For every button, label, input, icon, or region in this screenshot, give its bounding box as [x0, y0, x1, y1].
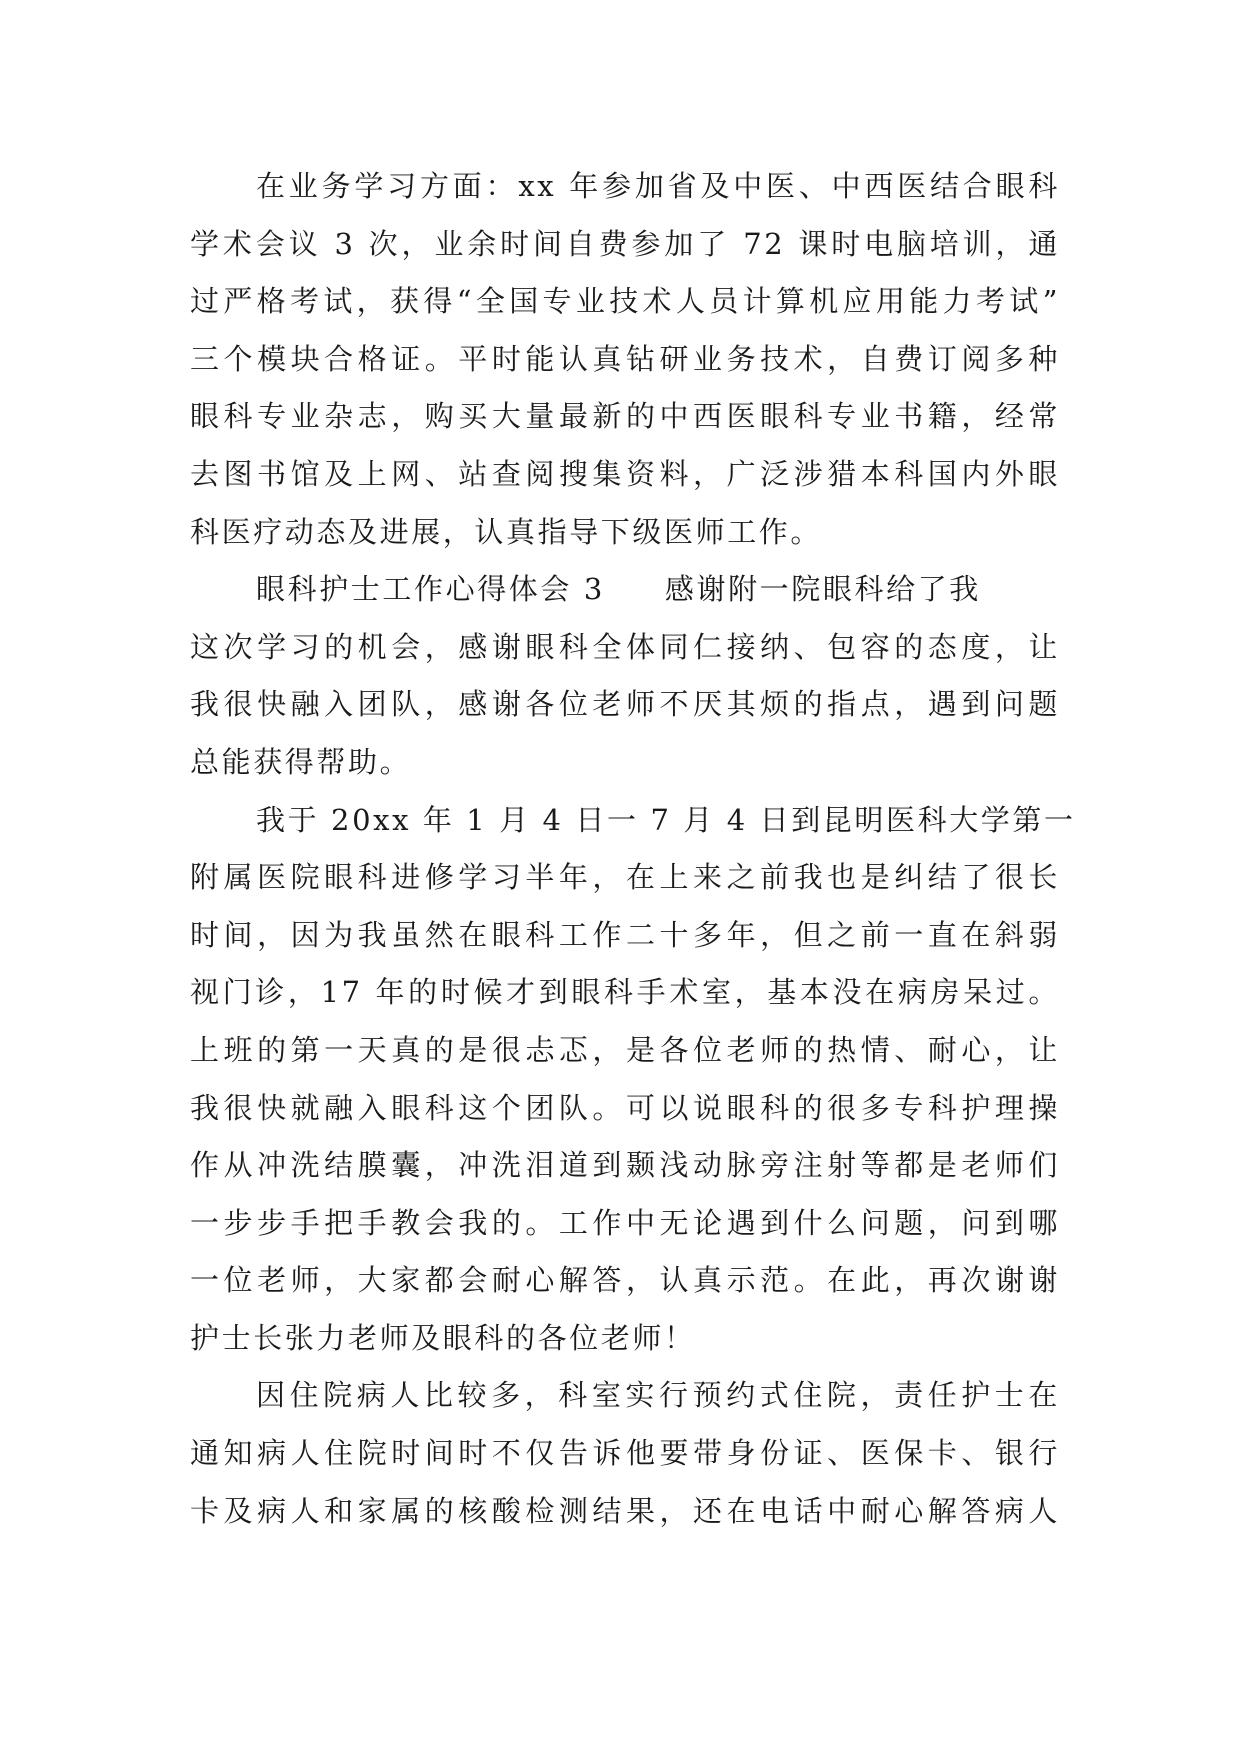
paragraph-text: 感谢附一院眼科给了我 — [664, 572, 981, 607]
paragraph-line: 三个模块合格证。平时能认真钻研业务技术，自费订阅多种 — [190, 341, 1060, 376]
paragraph-line: 视门诊，17 年的时候才到眼科手术室，基本没在病房呆过。 — [190, 975, 1060, 1010]
paragraph-line: 因住院病人比较多，科室实行预约式住院，责任护士在 — [256, 1378, 1060, 1413]
paragraph-line: 科医疗动态及进展，认真指导下级医师工作。 — [190, 514, 823, 549]
paragraph-line: 作从冲洗结膜囊，冲洗泪道到颞浅动脉旁注射等都是老师们 — [190, 1148, 1060, 1183]
paragraph-line: 附属医院眼科进修学习半年，在上来之前我也是纠结了很长 — [190, 860, 1060, 895]
paragraph-line: 通知病人住院时间时不仅告诉他要带身份证、医保卡、银行 — [190, 1436, 1060, 1471]
paragraph-line: 我于 20xx 年 1 月 4 日一 7 月 4 日到昆明医科大学第一 — [256, 802, 1076, 837]
paragraph-line: 我很快融入团队，感谢各位老师不厌其烦的指点，遇到问题 — [190, 687, 1060, 722]
paragraph-line: 卡及病人和家属的核酸检测结果，还在电话中耐心解答病人 — [190, 1493, 1060, 1528]
paragraph-line: 去图书馆及上网、站查阅搜集资料，广泛涉猎本科国内外眼 — [190, 456, 1060, 491]
heading-line — [190, 561, 1060, 619]
paragraph-line: 护士长张力老师及眼科的各位老师！ — [190, 1320, 696, 1355]
paragraph-line: 过严格考试，获得“全国专业技术人员计算机应用能力考试” — [190, 284, 1060, 319]
paragraph-line: 上班的第一天真的是很忐忑，是各位老师的热情、耐心，让 — [190, 1032, 1060, 1067]
paragraph-line: 眼科专业杂志，购买大量最新的中西医眼科专业书籍，经常 — [190, 399, 1060, 434]
paragraph-line: 一位老师，大家都会耐心解答，认真示范。在此，再次谢谢 — [190, 1263, 1060, 1298]
paragraph-line: 时间，因为我虽然在眼科工作二十多年，但之前一直在斜弱 — [190, 917, 1060, 952]
paragraph-line: 我很快就融入眼科这个团队。可以说眼科的很多专科护理操 — [190, 1090, 1060, 1125]
paragraph-line: 这次学习的机会，感谢眼科全体同仁接纳、包容的态度，让 — [190, 629, 1060, 664]
paragraph-line: 在业务学习方面：xx 年参加省及中医、中西医结合眼科 — [256, 169, 1060, 203]
document-body — [190, 158, 1076, 1540]
paragraph-line: 一步步手把手教会我的。工作中无论遇到什么问题，问到哪 — [190, 1205, 1060, 1240]
paragraph-line: 总能获得帮助。 — [190, 744, 412, 779]
section-heading: 眼科护士工作心得体会 3 — [256, 572, 605, 607]
paragraph-line: 学术会议 3 次，业余时间自费参加了 72 课时电脑培训，通 — [190, 226, 1060, 261]
